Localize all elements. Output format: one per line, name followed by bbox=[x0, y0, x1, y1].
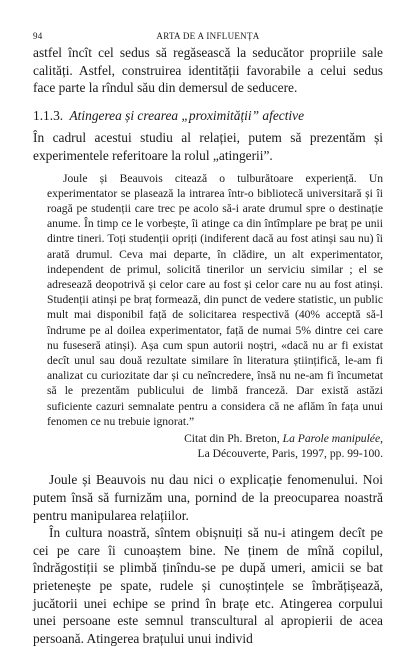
intro-paragraph: astfel încît cel sedus să regăsească la seducător propriile sale calități. Astfel, construirea identității favorabile a celui sedus face parte la rîndul său din demersul de seducere. bbox=[33, 45, 383, 96]
section-title: Atingerea și crearea „proximității” afective bbox=[69, 107, 305, 123]
spacer bbox=[33, 461, 383, 471]
citation-line-1 bbox=[47, 431, 383, 446]
citation-book-title: La Parole manipulée bbox=[282, 432, 381, 446]
running-title: ARTA DE A INFLUENȚA bbox=[156, 31, 260, 41]
citation-publisher: La Découverte, Paris, 1997, pp. 99-100. bbox=[197, 447, 383, 461]
citation-prefix: Citat din Ph. Breton, bbox=[184, 432, 280, 446]
quoted-block bbox=[47, 171, 383, 462]
quote-text: Joule și Beauvois citează o tulburătoare experiență. Un experimentator se plasează la intrarea într-o bibliotecă universitară și îi roagă pe studenții care trec pe acolo să-i arate drumul spre o destinație anume. În timp ce le vorbește, îi atinge ca din întîmplare pe braț pe unii dintre tineri. Toți studenții opriți (indiferent dacă au fost atinși sau nu) îi arată drumul. Ceva mai departe, în clădire, un alt experimentator, independent de primul, solicită tinerilor un serviciu similar ; el se adresează deopotrivă și celor care au fost și celor care nu au fost atinși. Studenții atinși pe braț formează, din punct de vedere statistic, un public mult mai disponibil față de solicitarea respectivă (40% acceptă să-l îndrume pe al doilea experimentator, față de numai 5% dintre cei care nu fuseseră atinși). Așa cum spun autorii noștri, «dacă nu ar fi existat decît unul sau două rezultate similare în literatura științifică, le-am fi analizat cu curiozitate dar și cu neîncredere, însă nu ne-am fi încumetat să le prezentăm publicului de limbă franceză. Dar există astăzi suficiente cazuri semnalate pentru a considera că ne aflăm în fața unui fenomen ce nu trebuie ignorat.” bbox=[47, 171, 383, 428]
running-header bbox=[33, 22, 383, 44]
section-number: 1.1.3. bbox=[33, 107, 64, 123]
citation bbox=[47, 431, 383, 461]
body-paragraph-2: În cultura noastră, sîntem obișnuiți să nu-i atingem decît pe cei pe care îi cunoaștem bine. Ne ținem de mînă copilul, îndrăgostiții se plimbă ținîndu-se pe după umeri, amicii se bat prietenește pe spate, rudele și cunoștințele se îmbrățișează, jucătorii unei echipe se prind în brațe etc. Atingerea corpului unei persoane este semnul transcultural al apropierii de acea persoană. Atingerea brațului unui individ bbox=[33, 525, 383, 646]
page-number: 94 bbox=[33, 31, 43, 41]
section-heading bbox=[33, 107, 383, 125]
body-paragraph-1: Joule și Beauvois nu dau nici o explicație fenomenului. Noi putem însă să furnizăm una, pornind de la preocuparea noastră pentru manipularea relațiilor. bbox=[33, 472, 383, 523]
section-intro-paragraph: În cadrul acestui studiu al relației, putem să prezentăm și experimentele referitoare la rolul „atingerii”. bbox=[33, 130, 383, 163]
citation-suffix: , bbox=[380, 432, 383, 446]
